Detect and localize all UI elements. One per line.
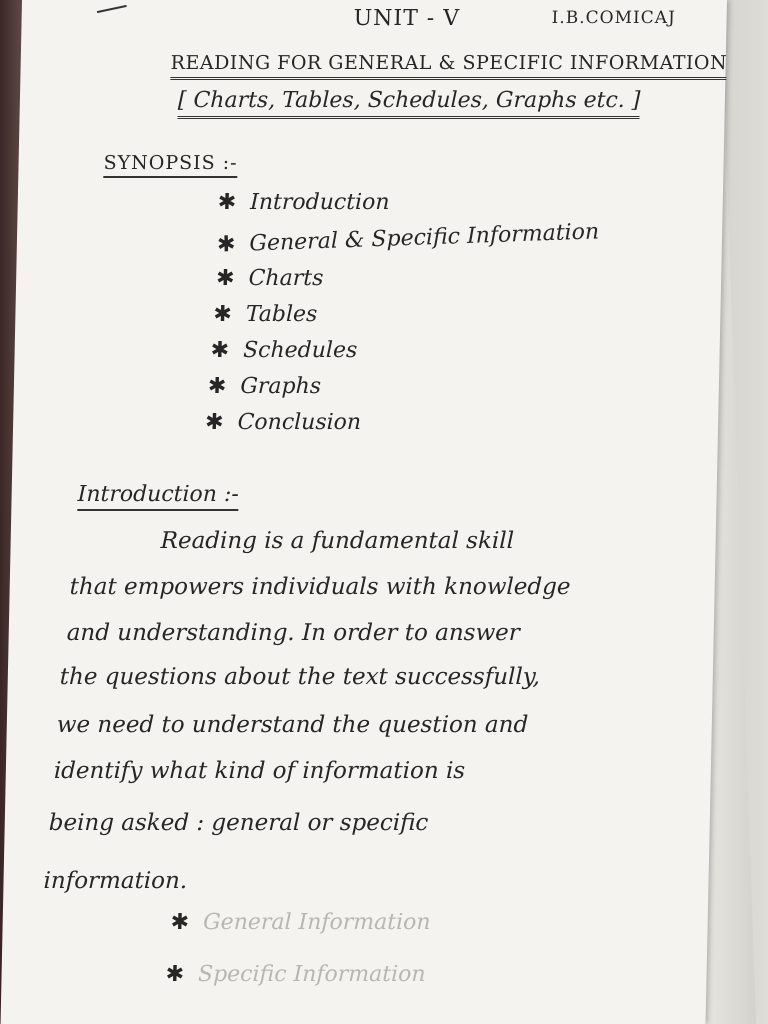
synopsis-item: ✱ Introduction [217,190,390,215]
paragraph-line: the questions about the text successfully, [59,664,541,690]
unit-heading: UNIT - V [353,6,461,31]
asterisk-icon: ✱ [215,266,235,291]
paragraph-line: that empowers individuals with knowledge [69,574,571,600]
asterisk-icon: ✱ [210,338,230,363]
synopsis-item: ✱ Tables [213,302,318,327]
notebook-page [1,0,727,1024]
page-title: READING FOR GENERAL & SPECIFIC INFORMATION [170,52,727,80]
faint-list-item: ✱ General Information [170,910,431,935]
asterisk-icon: ✱ [217,190,237,215]
synopsis-item: ✱ Conclusion [204,410,362,435]
synopsis-item: ✱ Schedules [210,338,358,363]
pen-mark [97,5,127,13]
introduction-heading: Introduction :- [77,482,239,511]
synopsis-item: ✱ General & Specific Information [216,219,600,258]
page-subtitle: [ Charts, Tables, Schedules, Graphs etc. ] [178,88,641,119]
asterisk-icon: ✱ [204,410,224,435]
synopsis-item: ✱ Charts [215,266,324,291]
asterisk-icon: ✱ [216,232,236,258]
paragraph-line: being asked : general or specific [48,810,429,836]
asterisk-icon: ✱ [207,374,227,399]
asterisk-icon: ✱ [170,910,190,935]
paragraph-line: identify what kind of information is [53,758,466,784]
author-label: I.B.COMICAJ [551,8,677,28]
paragraph-line: we need to understand the question and [56,712,529,738]
paragraph-line: information. [43,868,188,894]
asterisk-icon: ✱ [165,962,185,987]
synopsis-item: ✱ Graphs [207,374,322,399]
paragraph-line: and understanding. In order to answer [66,620,521,646]
synopsis-heading: SYNOPSIS :- [103,152,237,178]
faint-list-item: ✱ Specific Information [165,962,426,987]
paragraph-line: Reading is a fundamental skill [160,528,515,554]
asterisk-icon: ✱ [213,302,233,327]
